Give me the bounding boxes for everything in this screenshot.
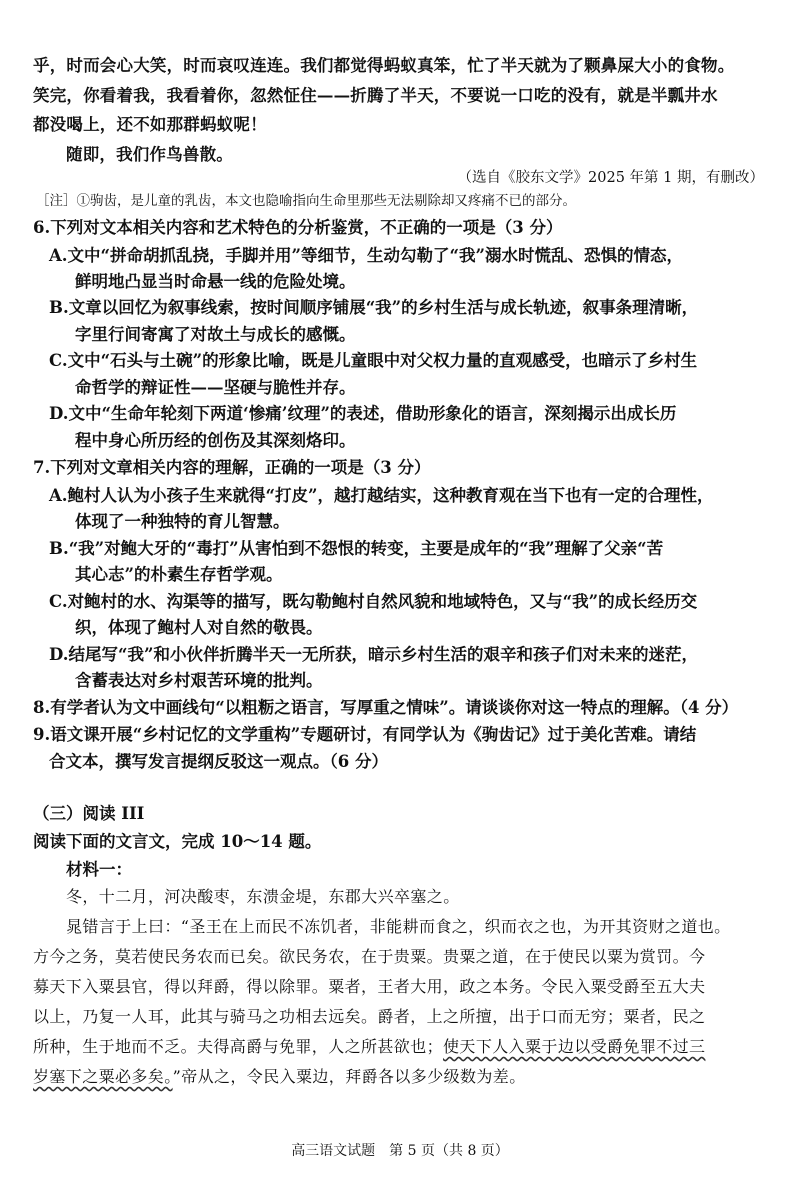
question-7-option-a-line2: 体现了一种独特的育儿智慧。	[75, 512, 290, 531]
question-6-option-d-line1: D.文中“生命年轮刻下两道‘惨痛’纹理”的表述，借助形象化的语言，深刻揭示出成长历	[49, 404, 677, 423]
question-6-option-a-line2: 鲜明地凸显当时命悬一线的危险处境。	[75, 272, 356, 291]
question-6-option-c-line2: 命哲学的辩证性——坚硬与脆性并存。	[75, 378, 356, 397]
question-7-stem: 7.下列对文章相关内容的理解，正确的一项是（3 分）	[33, 458, 431, 477]
question-7-option-a-line1: A.鲍村人认为小孩子生来就得“打皮”，越打越结实，这种教育观在当下也有一定的合理性，	[49, 486, 714, 505]
classical-line-6	[33, 1034, 705, 1057]
classical-line-7-plain: ”帝从之，令民入粟边，拜爵各以多少级数为差。	[172, 1067, 526, 1086]
section-3-intro: 阅读下面的文言文，完成 10～14 题。	[33, 832, 322, 851]
footnote: ［注］①驹齿，是儿童的乳齿，本文也隐喻指向生命里那些无法剔除却又疼痛不已的部分。	[36, 193, 576, 209]
section-3-title: （三）阅读 III	[33, 804, 145, 823]
question-6-option-d-line2: 程中身心所历经的创伤及其深刻烙印。	[75, 431, 356, 450]
material-1-label: 材料一：	[66, 860, 132, 879]
question-8: 8.有学者认为文中画线句“以粗粝之语言，写厚重之情味”。请谈谈你对这一特点的理解。（4 分）	[33, 698, 739, 717]
question-6-option-b-line2: 字里行间寄寓了对故土与成长的感慨。	[75, 325, 356, 344]
passage-line-1: 乎，时而会心大笑，时而哀叹连连。我们都觉得蚂蚁真笨，忙了半天就为了颗鼻屎大小的食物。	[33, 56, 735, 75]
question-7-option-c-line1: C.对鲍村的水、沟渠等的描写，既勾勒鲍村自然风貌和地域特色，又与“我”的成长经历交	[49, 592, 698, 611]
underlined-sentence-part2: 岁塞下之粟必多矣。	[33, 1067, 173, 1086]
question-6-option-a-line1: A.文中“拼命胡抓乱挠，手脚并用”等细节，生动勾勒了“我”溺水时慌乱、恐惧的情态，	[49, 246, 684, 265]
question-7-option-b-line2: 其心志”的朴素生存哲学观。	[75, 565, 283, 584]
question-6-stem: 6.下列对文本相关内容和艺术特色的分析鉴赏，不正确的一项是（3 分）	[33, 218, 563, 237]
passage-line-4: 随即，我们作鸟兽散。	[66, 145, 233, 164]
source-citation: （选自《胶东文学》2025 年第 1 期，有删改）	[457, 170, 764, 186]
classical-line-3: 方今之务，莫若使民务农而已矣。欲民务农，在于贵粟。贵粟之道，在于使民以粟为赏罚。今	[33, 947, 706, 966]
page-footer: 高三语文试题 第 5 页（共 8 页）	[291, 1143, 509, 1159]
classical-line-4: 募天下入粟县官，得以拜爵，得以除罪。粟者，王者大用，政之本务。令民入粟受爵至五大夫	[33, 977, 706, 996]
passage-line-2: 笑完，你看着我，我看着你，忽然怔住——折腾了半天，不要说一口吃的没有，就是半瓢井水	[33, 86, 718, 105]
classical-line-2: 晁错言于上曰：“圣王在上而民不冻饥者，非能耕而食之，织而衣之也，为开其资财之道也。	[66, 917, 731, 936]
question-7-option-d-line1: D.结尾写“我”和小伙伴折腾半天一无所获，暗示乡村生活的艰辛和孩子们对未来的迷茫，	[49, 645, 698, 664]
question-7-option-d-line2: 含蓄表达对乡村艰苦环境的批判。	[75, 671, 323, 690]
question-9-line2: 合文本，撰写发言提纲反驳这一观点。（6 分）	[49, 752, 388, 771]
question-9-line1: 9.语文课开展“乡村记忆的文学重构”专题研讨，有同学认为《驹齿记》过于美化苦难。请结	[33, 725, 697, 744]
classical-line-7	[33, 1064, 526, 1087]
passage-line-3: 都没喝上，还不如那群蚂蚁呢！	[33, 115, 267, 134]
classical-line-6-plain: 所种，生于地而不乏。夫得高爵与免罪，人之所甚欲也；	[33, 1037, 444, 1056]
classical-line-1: 冬，十二月，河决酸枣，东溃金堤，东郡大兴卒塞之。	[66, 887, 460, 906]
classical-line-5: 以上，乃复一人耳，此其与骑马之功相去远矣。爵者，上之所擅，出于口而无穷；粟者，民之	[33, 1007, 706, 1026]
question-7-option-c-line2: 织，体现了鲍村人对自然的敬畏。	[75, 618, 323, 637]
question-7-option-b-line1: B.“我”对鲍大牙的“毒打”从害怕到不怨恨的转变，主要是成年的“我”理解了父亲“苦	[49, 539, 664, 558]
underlined-sentence-part1: 使天下人入粟于边以受爵免罪不过三	[443, 1037, 706, 1056]
question-6-option-c-line1: C.文中“石头与土碗”的形象比喻，既是儿童眼中对父权力量的直观感受，也暗示了乡村生	[49, 351, 698, 370]
question-6-option-b-line1: B.文章以回忆为叙事线索，按时间顺序铺展“我”的乡村生活与成长轨迹，叙事条理清晰，	[49, 298, 699, 317]
